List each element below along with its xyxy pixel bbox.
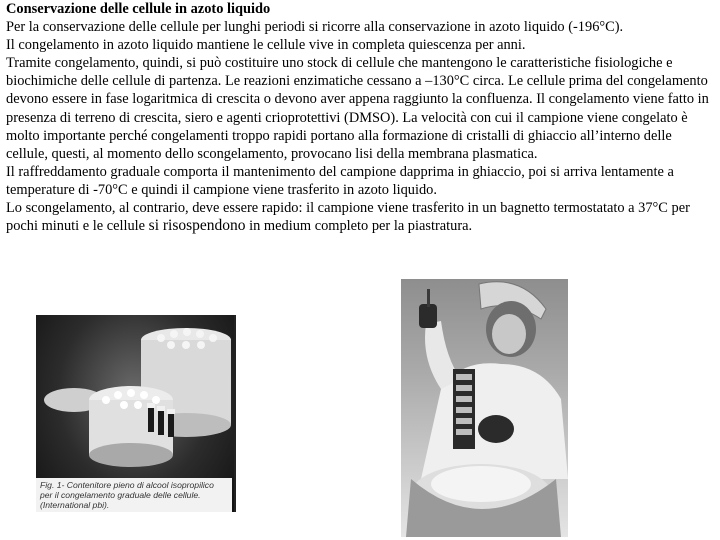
lab-worker-illustration [401, 279, 568, 537]
paragraph-1: Per la conservazione delle cellule per lunghi periodi si ricorre alla conservazione in azoto liquido (-196°C). [6, 19, 624, 36]
paragraph-5-emphasis: si risospendono [148, 217, 246, 235]
paragraph-2: Il congelamento in azoto liquido mantiene le cellule vive in completa quiescenza per anni. [6, 37, 526, 54]
paragraph-5-text-b: in medium completo per la piastratura. [245, 218, 473, 235]
document-title: Conservazione delle cellule in azoto liquido [6, 1, 271, 17]
paragraph-3: Tramite congelamento, quindi, si può costituire uno stock di cellule che mantengono le caratteristiche fisiologiche e biochimiche delle cellule di partenza. Le reazioni enzimatiche cessano a –130°C circa. Le cellule prima del congelamento devono essere in fase logaritmica di crescita o devono aver appena raggiunto la confluenza. Il congelamento viene fatto in presenza di terreno di crescita, siero e agenti crioprotettivi (DMSO). La velocità con cui il campione viene congelato è molto importante perché congelamenti troppo rapidi portano alla formazione di cristalli di ghiaccio all’interno delle cellule, questi, al momento dello scongelamento, provocano lisi della membrana plasmatica. [6, 55, 709, 162]
paragraph-5-text-a: Lo scongelamento, al contrario, deve essere rapido: il campione viene trasferito in un bagnetto termostatato a 37°C per pochi minuti e le cellule [6, 200, 690, 235]
container-base [89, 443, 173, 467]
dewar-mouth [431, 466, 531, 502]
face [492, 314, 526, 354]
figure-caption: Fig. 1- Contenitore pieno di alcool isopropilico per il congelamento graduale delle cellule. (International pbi). [36, 478, 232, 512]
freezing-container-figure [36, 315, 236, 512]
glove-left [419, 304, 437, 328]
vial-in-hand [427, 289, 430, 307]
document-body [6, 0, 714, 235]
lab-worker-figure [401, 279, 568, 537]
paragraph-5 [6, 199, 714, 235]
glove-right [478, 415, 514, 443]
paragraph-4: Il raffreddamento graduale comporta il mantenimento del campione dapprima in ghiaccio, poi si arriva lentamente a temperature di -70°C e quindi il campione viene trasferito in azoto liquido. [6, 163, 674, 198]
